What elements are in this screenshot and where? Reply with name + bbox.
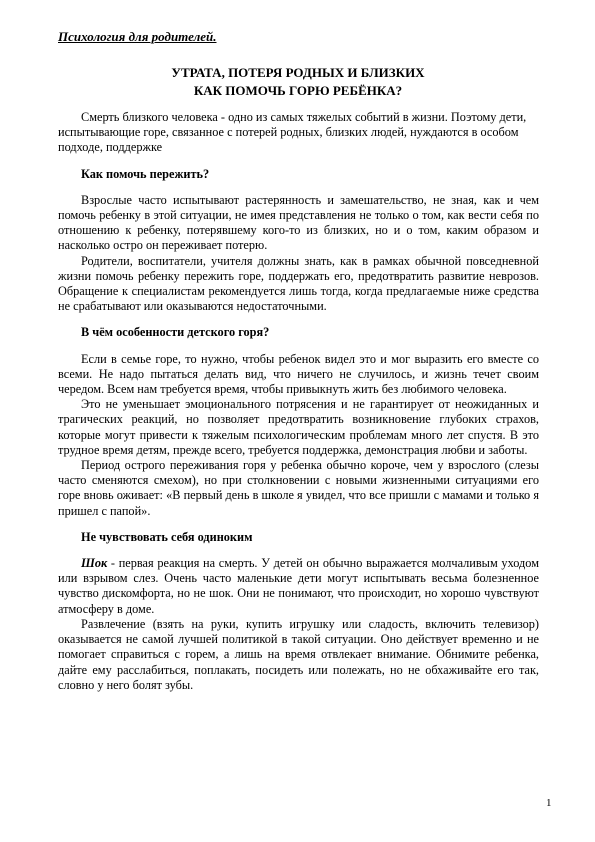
- document-body: [58, 110, 539, 693]
- intro-paragraph: Смерть близкого человека - одно из самых тяжелых событий в жизни. Поэтому дети, испытывающие горе, связанное с потерей родных, близких людей, нуждаются в особом подходе, поддержке: [58, 110, 527, 155]
- paragraph: Развлечение (взять на руки, купить игрушку или сладость, включить телевизор) оказывается не самой лучшей политикой в такой ситуации. Оно действует временно и не помогает справиться с горем, а лишь на время отвлекает внимание. Обнимите ребенка, дайте ему расслабиться, поплакать, посидеть или полежать, но не обхаживайте его так, словно у него болят зубы.: [58, 616, 539, 692]
- paragraph: [58, 556, 539, 617]
- paragraph: Если в семье горе, то нужно, чтобы ребенок видел это и мог выразить его вместе со всеми. Не надо пытаться делать вид, что ничего не случилось, и жизнь течет своим чередом. Всем нам требуется время, чтобы привыкнуть жить без любимого человека.: [58, 351, 539, 397]
- document-title: [58, 64, 538, 100]
- section-heading-2: В чём особенности детского горя?: [81, 325, 270, 340]
- paragraph: Родители, воспитатели, учителя должны знать, как в рамках обычной повседневной жизни помочь ребенку пережить горе, поддержать его, предотвратить развитие неврозов. Обращение к специалистам рекомендуется лишь тогда, когда предлагаемые ниже средства не срабатывают или оказываются недостаточными.: [58, 253, 539, 314]
- paragraph-text: - первая реакция на смерть. У детей он обычно выражается молчаливым уходом или взрывом слез. Очень часто маленькие дети могут испытывать весьма болезненное чувство дискомфорта, но не шок. Они не понимают, что происходит, но хорошо чувствуют атмосферу в доме.: [58, 556, 539, 616]
- title-line-2: КАК ПОМОЧЬ ГОРЮ РЕБЁНКА?: [193, 83, 403, 98]
- title-line-1: УТРАТА, ПОТЕРЯ РОДНЫХ И БЛИЗКИХ: [171, 65, 425, 80]
- section-heading-3: Не чувствовать себя одиноким: [81, 529, 253, 544]
- paragraph: Это не уменьшает эмоционального потрясения и не гарантирует от неожиданных и трагических реакций, но позволяет предотвратить возникновение глубоких страхов, которые могут привести к тяжелым психологическим проблемам много лет спустя. В это трудное время детям, прежде всего, требуется поддержка, демонстрация любви и заботы.: [58, 397, 539, 457]
- document-header: Психология для родителей.: [58, 29, 217, 44]
- section-heading-1: Как помочь пережить?: [81, 166, 210, 181]
- paragraph: Взрослые часто испытывают растерянность и замешательство, не зная, как и чем помочь ребенку в этой ситуации, не имея представления не только о том, как вести себя по отношению к ребенку, потерявшему кого-то из близких, но и о том, каким образом и насколько остро он переживает потерю.: [58, 192, 539, 253]
- page-number: 1: [546, 797, 552, 809]
- term-shock: Шок: [81, 556, 108, 571]
- paragraph: Период острого переживания горя у ребенка обычно короче, чем у взрослого (слезы часто сменяются смехом), но при столкновении с новыми жизненными ситуациями его горе вновь оживает: «В первый день в школе я увидел, что все пришли с мамами и только я пришел с папой».: [58, 458, 539, 518]
